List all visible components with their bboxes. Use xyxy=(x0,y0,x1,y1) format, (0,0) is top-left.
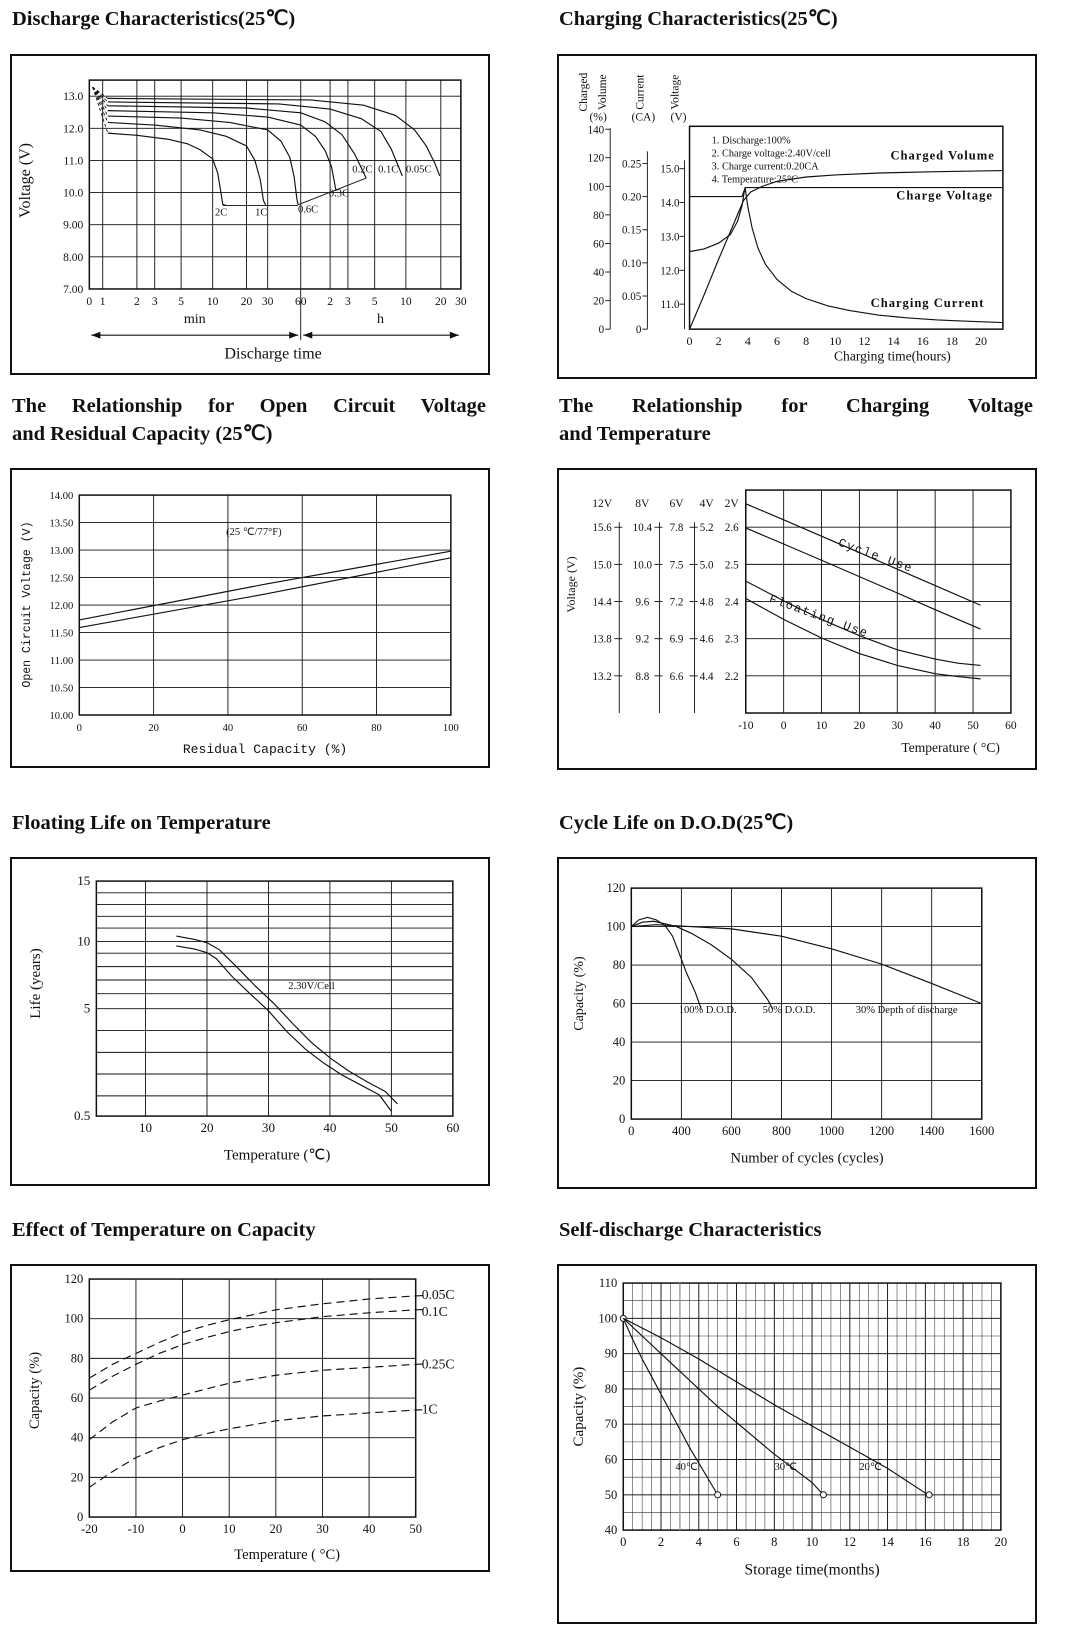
chart-title-temp-capacity: Effect of Temperature on Capacity xyxy=(12,1218,316,1241)
chart-title-cycle-life: Cycle Life on D.O.D(25℃) xyxy=(559,811,794,834)
svg-text:12.0: 12.0 xyxy=(63,122,84,135)
svg-text:Charged Volume: Charged Volume xyxy=(890,148,995,163)
svg-text:12: 12 xyxy=(843,1535,857,1550)
svg-text:10.50: 10.50 xyxy=(49,683,74,695)
svg-text:40: 40 xyxy=(362,1522,376,1537)
svg-text:10: 10 xyxy=(206,295,219,308)
chart-title-ocv-line1: The Relationship for Open Circuit Voltage xyxy=(12,395,486,418)
svg-text:2: 2 xyxy=(657,1535,665,1550)
chart-section-cycle-life xyxy=(557,810,1037,1189)
svg-text:Current: Current xyxy=(634,74,647,110)
svg-text:3: 3 xyxy=(151,295,158,308)
svg-text:20: 20 xyxy=(612,1073,626,1088)
svg-text:60: 60 xyxy=(446,1120,460,1136)
svg-text:0: 0 xyxy=(620,1535,627,1550)
svg-text:20℃: 20℃ xyxy=(859,1462,882,1474)
row-4 xyxy=(10,1217,1091,1624)
svg-text:6: 6 xyxy=(733,1535,740,1550)
svg-text:8V: 8V xyxy=(635,498,650,511)
svg-text:10: 10 xyxy=(815,720,828,733)
svg-text:100% D.O.D.: 100% D.O.D. xyxy=(678,1005,737,1017)
chart-card-cycle-life xyxy=(557,857,1037,1188)
chart-title-floating-life: Floating Life on Temperature xyxy=(12,811,271,834)
chart-section-temp-capacity xyxy=(10,1217,490,1572)
svg-text:Open Circuit Voltage (V): Open Circuit Voltage (V) xyxy=(21,521,35,688)
svg-text:100: 100 xyxy=(587,181,605,194)
svg-text:(25 ℃/77°F): (25 ℃/77°F) xyxy=(226,527,282,539)
svg-text:4: 4 xyxy=(744,333,751,348)
svg-text:9.00: 9.00 xyxy=(63,219,84,232)
svg-text:6.9: 6.9 xyxy=(669,634,684,647)
svg-text:13.0: 13.0 xyxy=(63,90,84,103)
svg-text:20: 20 xyxy=(435,295,447,308)
svg-text:20: 20 xyxy=(148,723,159,735)
svg-text:11.00: 11.00 xyxy=(49,656,74,668)
svg-text:11.50: 11.50 xyxy=(49,628,74,640)
svg-text:Storage time(months): Storage time(months) xyxy=(744,1561,880,1579)
svg-text:Capacity (%): Capacity (%) xyxy=(571,956,588,1032)
svg-text:5.2: 5.2 xyxy=(699,522,714,535)
svg-text:60: 60 xyxy=(612,996,626,1011)
svg-text:13.50: 13.50 xyxy=(49,518,74,530)
svg-text:120: 120 xyxy=(587,152,605,165)
row-1 xyxy=(10,6,1091,379)
svg-text:12.0: 12.0 xyxy=(660,265,680,278)
open-circuit-voltage-chart xyxy=(14,472,486,763)
chart-card-charging xyxy=(557,54,1037,379)
svg-text:7.00: 7.00 xyxy=(63,283,84,296)
svg-text:(V): (V) xyxy=(670,110,687,123)
svg-text:7.8: 7.8 xyxy=(669,522,684,535)
svg-text:30: 30 xyxy=(261,1120,275,1136)
svg-text:Temperature ( °C): Temperature ( °C) xyxy=(234,1547,341,1564)
svg-text:13.2: 13.2 xyxy=(592,671,612,684)
svg-text:Residual Capacity (%): Residual Capacity (%) xyxy=(182,742,348,758)
chart-card-temp-capacity xyxy=(10,1264,490,1571)
svg-text:2: 2 xyxy=(134,295,140,308)
svg-text:14: 14 xyxy=(881,1535,894,1550)
svg-text:20: 20 xyxy=(593,295,605,308)
svg-text:8.00: 8.00 xyxy=(63,251,84,264)
self-discharge-chart xyxy=(561,1268,1033,1619)
svg-text:0: 0 xyxy=(780,720,787,733)
svg-text:0: 0 xyxy=(77,1510,84,1525)
svg-text:-20: -20 xyxy=(80,1522,98,1537)
svg-text:8: 8 xyxy=(803,333,810,348)
svg-text:0.25: 0.25 xyxy=(622,158,642,171)
svg-text:2: 2 xyxy=(327,295,333,308)
svg-text:Voltage (V): Voltage (V) xyxy=(17,142,35,218)
svg-text:-10: -10 xyxy=(127,1522,145,1537)
svg-text:Discharge time: Discharge time xyxy=(224,344,322,362)
svg-text:90: 90 xyxy=(604,1346,618,1361)
svg-text:3. Charge current:0.20CA: 3. Charge current:0.20CA xyxy=(711,161,819,173)
svg-text:Temperature (℃): Temperature (℃) xyxy=(223,1147,331,1164)
svg-text:60: 60 xyxy=(1005,720,1017,733)
svg-text:50% D.O.D.: 50% D.O.D. xyxy=(762,1005,816,1017)
svg-text:120: 120 xyxy=(64,1272,84,1287)
svg-text:10: 10 xyxy=(222,1522,236,1537)
svg-text:Charged: Charged xyxy=(578,72,591,112)
chart-section-floating-life xyxy=(10,810,490,1186)
svg-text:4.6: 4.6 xyxy=(699,634,714,647)
svg-text:16: 16 xyxy=(916,333,929,348)
chart-card-floating-life xyxy=(10,857,490,1185)
svg-text:14.4: 14.4 xyxy=(592,596,612,609)
svg-text:Temperature ( °C): Temperature ( °C) xyxy=(901,740,1000,756)
svg-text:20: 20 xyxy=(70,1470,84,1485)
svg-text:110: 110 xyxy=(598,1276,618,1291)
svg-text:50: 50 xyxy=(409,1522,422,1537)
svg-text:18: 18 xyxy=(956,1535,970,1550)
svg-text:2.2: 2.2 xyxy=(724,671,739,684)
svg-text:1400: 1400 xyxy=(919,1124,945,1139)
svg-text:0: 0 xyxy=(618,1112,626,1127)
svg-text:0: 0 xyxy=(635,323,642,336)
svg-text:Capacity (%): Capacity (%) xyxy=(27,1352,44,1430)
svg-text:4V: 4V xyxy=(699,498,714,511)
svg-text:11.0: 11.0 xyxy=(660,298,680,311)
datasheet-page xyxy=(10,6,1091,1624)
svg-text:5: 5 xyxy=(83,1000,91,1016)
svg-text:50: 50 xyxy=(384,1120,398,1136)
svg-text:6V: 6V xyxy=(669,498,684,511)
svg-text:6: 6 xyxy=(773,333,781,348)
svg-text:2C: 2C xyxy=(214,207,228,219)
svg-text:0: 0 xyxy=(179,1522,186,1537)
svg-text:0.05C: 0.05C xyxy=(421,1287,455,1303)
svg-text:10: 10 xyxy=(77,933,91,949)
svg-text:0.1C: 0.1C xyxy=(378,164,399,176)
svg-text:Charging Current: Charging Current xyxy=(870,295,985,310)
svg-text:1600: 1600 xyxy=(969,1124,995,1139)
svg-text:0: 0 xyxy=(686,333,693,348)
svg-text:18: 18 xyxy=(945,333,958,348)
svg-text:2.4: 2.4 xyxy=(724,596,739,609)
svg-text:11.0: 11.0 xyxy=(63,155,84,168)
svg-text:15: 15 xyxy=(77,873,91,889)
svg-text:4. Temperature:25°C: 4. Temperature:25°C xyxy=(711,174,799,186)
svg-text:5: 5 xyxy=(371,295,378,308)
chart-title-cvt-line1: The Relationship for Charging Voltage xyxy=(559,395,1033,418)
svg-text:Voltage (V): Voltage (V) xyxy=(564,556,579,613)
svg-text:20: 20 xyxy=(269,1522,283,1537)
svg-text:20: 20 xyxy=(200,1120,214,1136)
svg-text:10: 10 xyxy=(805,1535,819,1550)
chart-section-ocv xyxy=(10,393,490,768)
row-2 xyxy=(10,393,1091,770)
svg-text:0.6C: 0.6C xyxy=(297,204,319,216)
svg-text:Cycle Use: Cycle Use xyxy=(836,536,915,577)
svg-text:2.5: 2.5 xyxy=(724,559,739,572)
chart-card-self-discharge xyxy=(557,1264,1037,1623)
svg-text:4.8: 4.8 xyxy=(699,596,714,609)
svg-text:80: 80 xyxy=(612,958,626,973)
svg-text:0.25C: 0.25C xyxy=(421,1356,455,1372)
svg-text:40: 40 xyxy=(929,720,941,733)
svg-text:-10: -10 xyxy=(738,720,754,733)
svg-text:2: 2 xyxy=(715,333,722,348)
chart-section-discharge xyxy=(10,6,490,375)
svg-text:100: 100 xyxy=(598,1311,618,1326)
svg-text:min: min xyxy=(183,310,206,327)
svg-text:Life (years): Life (years) xyxy=(28,948,45,1020)
svg-text:60: 60 xyxy=(593,238,605,251)
svg-text:9.6: 9.6 xyxy=(635,596,650,609)
svg-text:30: 30 xyxy=(891,720,904,733)
charging-characteristics-chart xyxy=(561,58,1033,375)
svg-text:10.0: 10.0 xyxy=(63,187,84,200)
svg-text:2. Charge voltage:2.40V/cell: 2. Charge voltage:2.40V/cell xyxy=(711,148,831,160)
svg-text:0.20: 0.20 xyxy=(622,191,642,204)
svg-text:4: 4 xyxy=(695,1535,702,1550)
svg-text:14.00: 14.00 xyxy=(49,491,74,503)
svg-text:400: 400 xyxy=(671,1124,691,1139)
svg-text:40: 40 xyxy=(593,266,605,279)
chart-card-discharge xyxy=(10,54,490,375)
svg-text:1C: 1C xyxy=(421,1401,438,1417)
svg-text:10: 10 xyxy=(139,1120,153,1136)
svg-text:40℃: 40℃ xyxy=(675,1462,698,1474)
svg-text:20: 20 xyxy=(974,333,988,348)
svg-text:0.05: 0.05 xyxy=(622,290,642,303)
svg-text:70: 70 xyxy=(604,1417,618,1432)
chart-title-ocv xyxy=(12,393,486,448)
svg-text:0.3C: 0.3C xyxy=(328,188,350,200)
chart-title-ocv-line2: and Residual Capacity (25℃) xyxy=(12,422,273,445)
svg-text:1200: 1200 xyxy=(869,1124,895,1139)
svg-text:Floating Use: Floating Use xyxy=(767,592,871,642)
svg-text:1C: 1C xyxy=(255,207,268,219)
svg-text:Charging time(hours): Charging time(hours) xyxy=(834,347,951,363)
svg-text:40: 40 xyxy=(70,1431,84,1446)
svg-text:5: 5 xyxy=(178,295,184,308)
svg-text:40: 40 xyxy=(604,1523,618,1538)
svg-text:100: 100 xyxy=(64,1312,84,1327)
svg-text:800: 800 xyxy=(772,1124,791,1139)
svg-text:5.0: 5.0 xyxy=(699,559,714,572)
temperature-capacity-chart xyxy=(14,1268,486,1567)
svg-text:100: 100 xyxy=(606,919,626,934)
svg-text:16: 16 xyxy=(919,1535,932,1550)
svg-text:1: 1 xyxy=(99,295,106,308)
svg-text:8: 8 xyxy=(771,1535,778,1550)
svg-text:12: 12 xyxy=(858,333,871,348)
svg-text:10.4: 10.4 xyxy=(632,522,653,535)
svg-text:30: 30 xyxy=(261,295,274,308)
svg-text:60: 60 xyxy=(294,295,307,308)
svg-text:Charge Voltage: Charge Voltage xyxy=(896,188,993,203)
svg-text:13.00: 13.00 xyxy=(49,546,74,558)
svg-text:15.0: 15.0 xyxy=(660,163,680,176)
svg-text:10.00: 10.00 xyxy=(49,711,74,723)
svg-text:0.05C: 0.05C xyxy=(405,164,432,176)
svg-text:2.6: 2.6 xyxy=(724,522,739,535)
svg-text:12.50: 12.50 xyxy=(49,573,74,585)
svg-text:80: 80 xyxy=(604,1382,618,1397)
svg-text:13.0: 13.0 xyxy=(660,230,680,243)
svg-text:30: 30 xyxy=(316,1522,329,1537)
svg-text:9.2: 9.2 xyxy=(635,634,650,647)
svg-text:80: 80 xyxy=(70,1351,84,1366)
svg-text:Number of cycles (cycles): Number of cycles (cycles) xyxy=(730,1150,884,1167)
svg-text:80: 80 xyxy=(371,723,382,735)
svg-text:15.6: 15.6 xyxy=(592,522,612,535)
svg-text:h: h xyxy=(377,310,385,327)
row-3 xyxy=(10,810,1091,1189)
svg-text:100: 100 xyxy=(442,723,459,735)
svg-text:0.10: 0.10 xyxy=(622,257,642,270)
chart-section-charging xyxy=(557,6,1037,379)
svg-text:30: 30 xyxy=(455,295,467,308)
svg-text:40: 40 xyxy=(323,1120,337,1136)
svg-text:20: 20 xyxy=(853,720,866,733)
svg-text:140: 140 xyxy=(587,123,605,136)
chart-title-charging: Charging Characteristics(25℃) xyxy=(559,8,838,30)
svg-text:20: 20 xyxy=(994,1535,1008,1550)
chart-title-self-discharge: Self-discharge Characteristics xyxy=(559,1218,822,1241)
svg-text:0.15: 0.15 xyxy=(622,224,642,237)
chart-card-ocv xyxy=(10,468,490,767)
svg-text:0: 0 xyxy=(86,295,93,308)
svg-text:40: 40 xyxy=(612,1035,626,1050)
svg-text:60: 60 xyxy=(70,1391,84,1406)
svg-text:(%): (%) xyxy=(589,110,607,123)
chart-section-self-discharge xyxy=(557,1217,1037,1624)
svg-text:2V: 2V xyxy=(724,498,739,511)
svg-text:Voltage: Voltage xyxy=(669,74,682,110)
svg-text:6.6: 6.6 xyxy=(669,671,684,684)
svg-text:600: 600 xyxy=(722,1124,741,1139)
svg-text:40: 40 xyxy=(222,723,234,735)
svg-text:60: 60 xyxy=(604,1452,618,1467)
svg-text:60: 60 xyxy=(296,723,308,735)
svg-text:Capacity (%): Capacity (%) xyxy=(571,1366,588,1447)
svg-text:30℃: 30℃ xyxy=(774,1462,797,1474)
svg-text:13.8: 13.8 xyxy=(592,634,612,647)
svg-text:120: 120 xyxy=(606,881,626,896)
cycle-life-dod-chart xyxy=(561,861,1033,1184)
svg-text:80: 80 xyxy=(593,209,605,222)
svg-text:1. Discharge:100%: 1. Discharge:100% xyxy=(711,135,791,147)
svg-text:2.30V/Cell: 2.30V/Cell xyxy=(288,981,335,993)
svg-text:14: 14 xyxy=(887,333,900,348)
svg-text:0: 0 xyxy=(598,323,605,336)
discharge-characteristics-chart xyxy=(14,58,486,371)
svg-text:0: 0 xyxy=(76,723,82,735)
svg-text:7.5: 7.5 xyxy=(669,559,684,572)
svg-text:20: 20 xyxy=(240,295,253,308)
svg-text:8.8: 8.8 xyxy=(635,671,650,684)
floating-life-chart xyxy=(14,861,486,1181)
svg-text:3: 3 xyxy=(345,295,351,308)
chart-section-charge-voltage-temp xyxy=(557,393,1037,770)
svg-text:10: 10 xyxy=(400,295,412,308)
svg-text:(CA): (CA) xyxy=(631,110,656,123)
svg-text:14.0: 14.0 xyxy=(660,197,680,210)
svg-text:4.4: 4.4 xyxy=(699,671,714,684)
svg-text:10: 10 xyxy=(829,333,842,348)
chart-title-charge-voltage-temp xyxy=(559,393,1033,448)
svg-text:30% Depth of discharge: 30% Depth of discharge xyxy=(855,1005,958,1017)
svg-text:1000: 1000 xyxy=(819,1124,845,1139)
svg-text:2.3: 2.3 xyxy=(724,634,739,647)
svg-text:0.1C: 0.1C xyxy=(421,1304,448,1320)
svg-text:Volume: Volume xyxy=(597,73,610,110)
svg-text:12V: 12V xyxy=(592,498,613,511)
svg-text:7.2: 7.2 xyxy=(669,596,684,609)
svg-text:12.00: 12.00 xyxy=(49,601,74,613)
chart-title-cvt-line2: and Temperature xyxy=(559,422,711,445)
svg-text:0.5: 0.5 xyxy=(74,1108,91,1124)
charging-voltage-temperature-chart xyxy=(561,472,1033,765)
chart-title-discharge: Discharge Characteristics(25℃) xyxy=(12,8,296,30)
svg-text:0.2C: 0.2C xyxy=(352,164,373,176)
svg-text:0: 0 xyxy=(628,1124,635,1139)
svg-text:50: 50 xyxy=(967,720,979,733)
svg-text:50: 50 xyxy=(604,1488,618,1503)
svg-text:10.0: 10.0 xyxy=(632,559,653,572)
svg-text:15.0: 15.0 xyxy=(592,559,612,572)
chart-card-charge-voltage-temp xyxy=(557,468,1037,769)
